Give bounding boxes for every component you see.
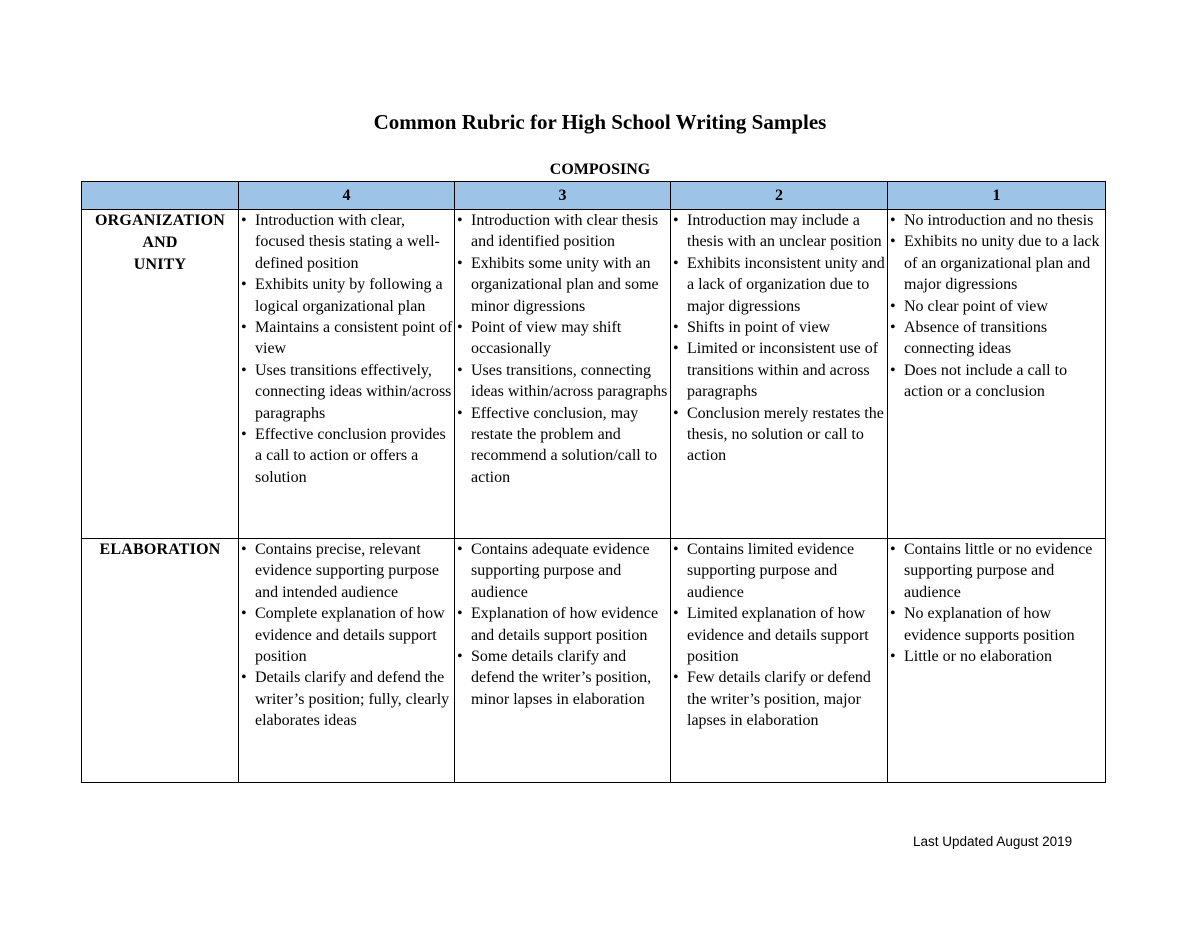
criterion-item: • Few details clarify or defend the writer’s position, major lapses in elaboration [671,667,887,731]
category-organization-unity [82,210,239,539]
criteria-list [671,539,887,732]
criterion-item: • Exhibits unity by following a logical organizational plan [239,274,454,317]
criterion-item: • Effective conclusion, may restate the problem and recommend a solution/call to action [455,403,670,489]
criterion-item: • Uses transitions, connecting ideas within/across paragraphs [455,360,670,403]
criterion-item: • Maintains a consistent point of view [239,317,454,360]
criterion-item: • Point of view may shift occasionally [455,317,670,360]
cell-elaboration-score-2 [671,539,888,783]
criterion-item: • Absence of transitions connecting ideas [888,317,1105,360]
criteria-list [239,539,454,732]
category-line: ORGANIZATION [94,212,226,229]
criterion-item: • Introduction with clear thesis and identified position [455,210,670,253]
cell-organization-score-2 [671,210,888,539]
criterion-item: • Uses transitions effectively, connecting ideas within/across paragraphs [239,360,454,424]
header-blank-cell [82,182,239,210]
last-updated-footer: Last Updated August 2019 [913,834,1073,849]
cell-organization-score-3 [455,210,671,539]
criterion-item: • Contains little or no evidence supporting purpose and audience [888,539,1105,603]
criterion-item: • No explanation of how evidence supports position [888,603,1105,646]
criterion-item: • Contains precise, relevant evidence supporting purpose and intended audience [239,539,454,603]
criterion-item: • Limited or inconsistent use of transitions within and across paragraphs [671,338,887,402]
category-line: AND [142,234,178,251]
cell-organization-score-1 [888,210,1106,539]
page-title: Common Rubric for High School Writing Samples [373,110,827,134]
cell-elaboration-score-1 [888,539,1106,783]
criterion-item: • Contains limited evidence supporting purpose and audience [671,539,887,603]
criteria-list [455,210,670,488]
score-header-1: 1 [888,182,1106,210]
score-header-4: 4 [239,182,455,210]
criterion-item: • Exhibits inconsistent unity and a lack of organization due to major digressions [671,253,887,317]
category-line: UNITY [133,256,187,273]
criterion-item: • Introduction with clear, focused thesis stating a well-defined position [239,210,454,274]
criterion-item: • No clear point of view [888,296,1105,317]
rubric-row-organization [82,210,1106,539]
category-elaboration [82,539,239,783]
criterion-item: • Conclusion merely restates the thesis, no solution or call to action [671,403,887,467]
criterion-item: • Explanation of how evidence and details support position [455,603,670,646]
criterion-item: • Exhibits no unity due to a lack of an organizational plan and major digressions [888,231,1105,295]
category-line: ELABORATION [99,541,221,558]
criterion-item: • Effective conclusion provides a call to action or offers a solution [239,424,454,488]
rubric-row-elaboration [82,539,1106,783]
criteria-list [888,210,1105,403]
section-heading: COMPOSING [549,161,651,178]
cell-elaboration-score-4 [239,539,455,783]
criteria-list [455,539,670,710]
criterion-item: • Contains adequate evidence supporting purpose and audience [455,539,670,603]
criterion-item: • Does not include a call to action or a conclusion [888,360,1105,403]
rubric-table [81,181,1106,783]
criterion-item: • Little or no elaboration [888,646,1105,667]
criterion-item: • Exhibits some unity with an organizational plan and some minor digressions [455,253,670,317]
header-row [82,182,1106,210]
criterion-item: • Some details clarify and defend the writer’s position, minor lapses in elaboration [455,646,670,710]
criterion-item: • Complete explanation of how evidence and details support position [239,603,454,667]
criterion-item: • Details clarify and defend the writer’s position; fully, clearly elaborates ideas [239,667,454,731]
score-header-2: 2 [671,182,888,210]
cell-elaboration-score-3 [455,539,671,783]
score-header-3: 3 [455,182,671,210]
criteria-list [888,539,1105,667]
cell-organization-score-4 [239,210,455,539]
criterion-item: • Limited explanation of how evidence and details support position [671,603,887,667]
criterion-item: • No introduction and no thesis [888,210,1105,231]
criteria-list [239,210,454,488]
criteria-list [671,210,887,467]
criterion-item: • Introduction may include a thesis with an unclear position [671,210,887,253]
criterion-item: • Shifts in point of view [671,317,887,338]
